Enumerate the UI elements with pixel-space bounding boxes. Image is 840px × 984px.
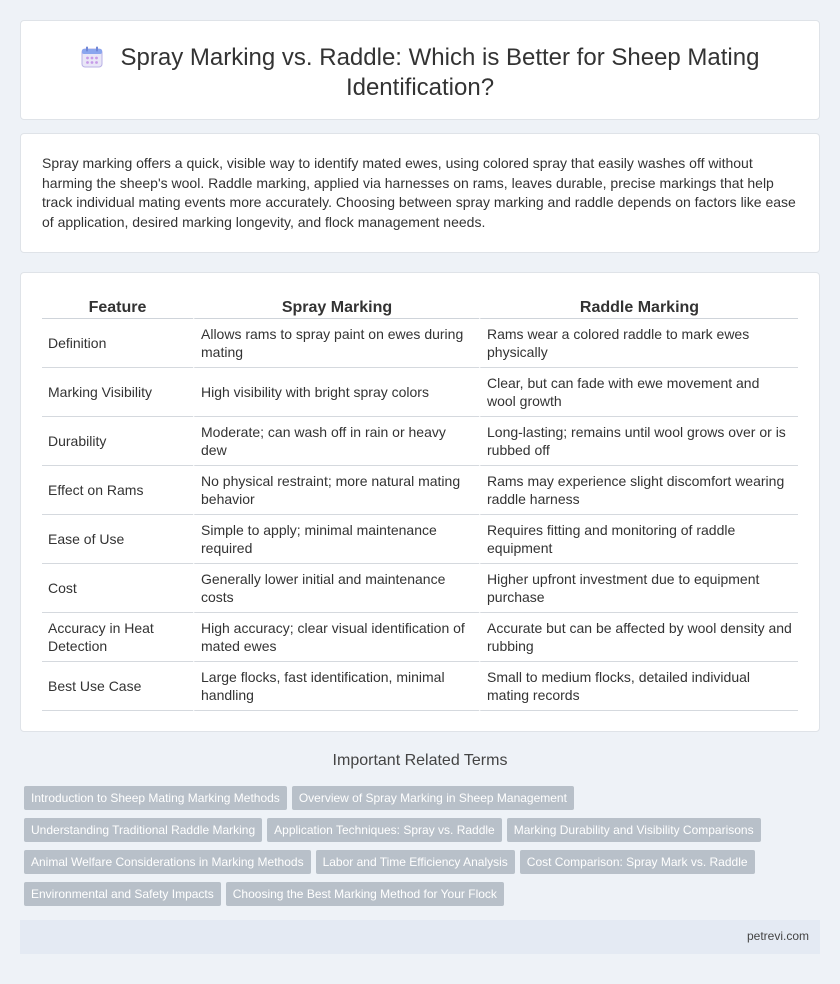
feature-cell: Marking Visibility [42, 368, 193, 417]
spray-cell: High accuracy; clear visual identification of mated ewes [193, 613, 479, 662]
footer [20, 920, 820, 954]
raddle-cell: Small to medium flocks, detailed individual mating records [479, 662, 798, 711]
page-title-block [21, 43, 819, 103]
table-row [42, 417, 798, 466]
related-term-tag[interactable]: Overview of Spray Marking in Sheep Management [292, 786, 574, 810]
spray-cell: No physical restraint; more natural mating behavior [193, 466, 479, 515]
raddle-cell: Clear, but can fade with ewe movement and wool growth [479, 368, 798, 417]
table-row [42, 613, 798, 662]
table-header-row [42, 295, 798, 319]
comparison-table [42, 295, 798, 711]
spray-cell: Moderate; can wash off in rain or heavy dew [193, 417, 479, 466]
related-term-tag[interactable]: Cost Comparison: Spray Mark vs. Raddle [520, 850, 755, 874]
page-title: Spray Marking vs. Raddle: Which is Better for Sheep Mating Identification? [120, 44, 760, 101]
raddle-cell: Rams may experience slight discomfort wearing raddle harness [479, 466, 798, 515]
tag-row [24, 818, 814, 850]
header-raddle-marking: Raddle Marking [479, 295, 798, 319]
calendar-icon [81, 46, 103, 68]
raddle-cell: Long-lasting; remains until wool grows over or is rubbed off [479, 417, 798, 466]
table-row [42, 564, 798, 613]
raddle-cell: Requires fitting and monitoring of raddle equipment [479, 515, 798, 564]
raddle-cell: Rams wear a colored raddle to mark ewes physically [479, 319, 798, 368]
related-term-tag[interactable]: Choosing the Best Marking Method for Your Flock [226, 882, 504, 906]
footer-site-link[interactable]: petrevi.com [746, 929, 809, 943]
spray-cell: High visibility with bright spray colors [193, 368, 479, 417]
table-row [42, 662, 798, 711]
related-term-tag[interactable]: Application Techniques: Spray vs. Raddle [267, 818, 502, 842]
raddle-cell: Higher upfront investment due to equipment purchase [479, 564, 798, 613]
spray-cell: Generally lower initial and maintenance costs [193, 564, 479, 613]
spray-cell: Large flocks, fast identification, minimal handling [193, 662, 479, 711]
feature-cell: Cost [42, 564, 193, 613]
related-term-tag[interactable]: Labor and Time Efficiency Analysis [316, 850, 515, 874]
related-term-tag[interactable]: Marking Durability and Visibility Comparisons [507, 818, 761, 842]
table-row [42, 368, 798, 417]
header-feature: Feature [42, 295, 193, 319]
tag-row [24, 882, 814, 914]
spray-cell: Allows rams to spray paint on ewes during mating [193, 319, 479, 368]
header-spray-marking: Spray Marking [193, 295, 479, 319]
related-term-tag[interactable]: Animal Welfare Considerations in Marking Methods [24, 850, 311, 874]
intro-paragraph: Spray marking offers a quick, visible way to identify mated ewes, using colored spray that easily washes off without harming the sheep's wool. Raddle marking, applied via harnesses on rams, leaves durable, precise markings that help track individual mating events more accurately. Choosing between spray marking and raddle depends on factors like ease of application, desired marking longevity, and flock management needs. [42, 155, 796, 230]
tag-row [24, 786, 814, 818]
feature-cell: Accuracy in Heat Detection [42, 613, 193, 662]
related-terms-heading: Important Related Terms [332, 752, 508, 769]
feature-cell: Ease of Use [42, 515, 193, 564]
related-term-tag[interactable]: Environmental and Safety Impacts [24, 882, 221, 906]
table-row [42, 319, 798, 368]
tag-row [24, 850, 814, 882]
feature-cell: Best Use Case [42, 662, 193, 711]
related-terms-list [24, 786, 814, 914]
related-term-tag[interactable]: Understanding Traditional Raddle Marking [24, 818, 262, 842]
title-card [20, 20, 820, 120]
comparison-card [20, 272, 820, 732]
table-row [42, 515, 798, 564]
feature-cell: Definition [42, 319, 193, 368]
feature-cell: Effect on Rams [42, 466, 193, 515]
intro-card [20, 133, 820, 253]
related-term-tag[interactable]: Introduction to Sheep Mating Marking Methods [24, 786, 287, 810]
raddle-cell: Accurate but can be affected by wool density and rubbing [479, 613, 798, 662]
spray-cell: Simple to apply; minimal maintenance required [193, 515, 479, 564]
table-row [42, 466, 798, 515]
feature-cell: Durability [42, 417, 193, 466]
